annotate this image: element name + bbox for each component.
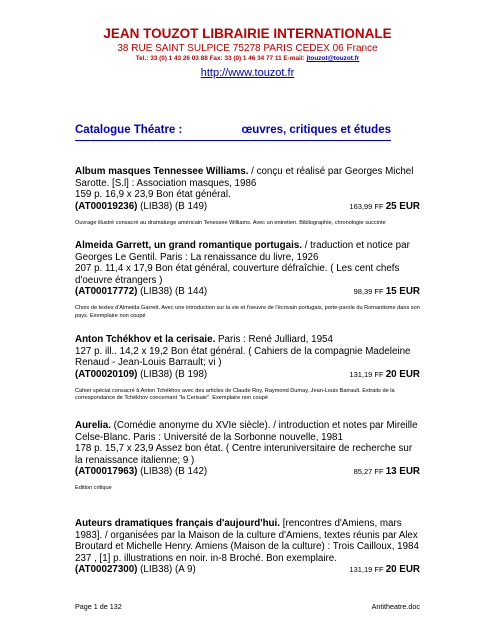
price-ff: 131,19 FF (349, 369, 386, 379)
entry-price (349, 564, 420, 576)
entry-price (349, 201, 420, 213)
catalogue-entry (75, 334, 420, 403)
price-ff: 163,99 FF (349, 201, 386, 211)
entry-reference (75, 201, 207, 213)
entry-ref-code: (AT00019236) (75, 200, 138, 212)
price-ff: 98,39 FF (353, 287, 386, 297)
entry-publication: (Comédie anonyme du XVIe siècle). / introduction et notes par Mireille Celse-Blanc. Paris : Université de la Sorbonne nouvelle, 1981 (75, 420, 418, 443)
entry-ref-location: (LIB38) (B 144) (137, 286, 208, 298)
entry-price (354, 286, 420, 298)
entry-reference-line (75, 201, 420, 213)
entry-reference (75, 369, 207, 381)
entry-title: Almeida Garrett, un grand romantique portugais. (75, 240, 302, 251)
catalogue-title-left: Catalogue Théatre : (75, 124, 183, 136)
price-ff: 85,27 FF (353, 467, 386, 477)
entry-ref-code: (AT00027300) (75, 564, 138, 576)
contact-numbers: Tel.: 33 (0) 1 43 26 03 88 Fax: 33 (0) 1 46 34 77 11 E-mail: (135, 55, 307, 62)
page-number: Page 1 de 132 (75, 602, 122, 611)
entry-note: Ouvrage illustré consacré au dramaturge américain Tenessee Williams. Avec un entretien. Bibliographie, chronologie succinte (75, 219, 386, 226)
catalogue-entry (75, 420, 420, 493)
price-ff: 131,19 FF (349, 565, 386, 575)
entry-note: Cahier spécial consacré à Anton Tchékhov avec des articles de Claude Roy, Raymond Dumay, Jean-Louis Barrault. Extraits de la correspondance de Tchékhov concernant "la Cerisaie". Exemplaire non coupé (75, 387, 395, 402)
catalogue-title-right: œuvres, critiques et études (241, 124, 391, 136)
email-link[interactable]: jtouzot@touzot.fr (306, 55, 360, 62)
shop-address: 38 RUE SAINT SULPICE 75278 PARIS CEDEX 06 France (117, 43, 378, 54)
file-name: Antitheatre.doc (371, 602, 420, 611)
entry-physical: 159 p. 16,9 x 23,9 Bon état général. (75, 189, 231, 201)
entry-publication: [rencontres d'Amiens, mars 1983]. / organisées par la Maison de la culture d'Amiens, textes réunis par Alex Broutard et Michelle Henry. Amiens (Maison de la culture) : Trois Cailloux, 1984 (75, 518, 419, 553)
entry-physical: 207 p. 11,4 x 17,9 Bon état général, couverture défraîchie. ( Les cent chefs d'oeuvre étrangers ) (75, 263, 400, 286)
price-eur: 13 EUR (385, 466, 420, 478)
entry-reference-line (75, 286, 420, 298)
entry-title: Anton Tchékhov et la cerisaie. (75, 334, 216, 345)
catalogue-entry (75, 166, 420, 227)
price-eur: 20 EUR (385, 368, 420, 380)
catalogue-entry (75, 240, 420, 320)
entry-reference-line (75, 564, 420, 576)
entry-physical: 237 , [1] p. illustrations en noir. in-8 Broché. Bon exemplaire. (75, 552, 337, 564)
entry-ref-location: (LIB38) (A 9) (137, 564, 196, 576)
price-eur: 25 EUR (385, 200, 420, 212)
entry-ref-code: (AT00017772) (75, 286, 138, 298)
website-link[interactable]: http://www.touzot.fr (200, 67, 295, 79)
entry-reference (75, 286, 207, 298)
entry-description (75, 166, 420, 201)
entry-ref-location: (LIB38) (B 142) (137, 466, 208, 478)
entry-title: Aurelia. (75, 420, 111, 431)
entry-reference (75, 564, 196, 576)
catalogue-title (75, 124, 391, 141)
entry-description (75, 240, 420, 286)
entry-price (354, 466, 420, 478)
page-footer (75, 602, 420, 612)
price-eur: 20 EUR (385, 564, 420, 576)
entry-description (75, 334, 420, 369)
entry-description (75, 420, 420, 466)
entry-title: Auteurs dramatiques français d'aujourd'hui. (75, 518, 280, 529)
entry-ref-code: (AT00017963) (75, 466, 138, 478)
price-eur: 15 EUR (385, 286, 420, 298)
entry-publication: / conçu et réalisé par Georges Michel Sarotte. [S.l] : Association masques, 1986 (75, 166, 414, 189)
entry-publication: Paris : René Julliard, 1954 (215, 334, 333, 345)
entry-price (349, 369, 420, 381)
entry-ref-location: (LIB38) (B 149) (137, 200, 208, 212)
entry-physical: 127 p. ill.. 14,2 x 19,2 Bon état général. ( Cahiers de la compagnie Madeleine Renaud - Jean-Louis Barrault; vi ) (75, 345, 411, 369)
catalogue-entry (75, 518, 420, 576)
entry-reference (75, 466, 207, 478)
entry-ref-location: (LIB38) (B 198) (137, 368, 208, 380)
entry-reference-line (75, 369, 420, 381)
shop-name: JEAN TOUZOT LIBRAIRIE INTERNATIONALE (103, 26, 392, 41)
entry-title: Album masques Tennessee Williams. (75, 166, 249, 177)
entry-physical: 178 p. 15,7 x 23,9 Assez bon état. ( Centre interuniversitaire de recherche sur la renaissance italienne; 9 ) (75, 443, 413, 466)
shop-contact (0, 55, 495, 62)
entry-publication: / traduction et notice par Georges Le Gentil. Paris : La renaissance du livre, 1926 (75, 240, 410, 263)
entry-note: Choix de textes d'Almeida Garrett. Avec une introduction sur la vie et l'oeuvre de l'écrivain portugais, porte-parole du Romantisme dans son pays. Exemplaire non coupé (75, 305, 420, 319)
entry-note: Edition critique (75, 485, 112, 492)
entry-description (75, 518, 420, 564)
entry-ref-code: (AT00020109) (75, 368, 138, 380)
entry-reference-line (75, 466, 420, 478)
